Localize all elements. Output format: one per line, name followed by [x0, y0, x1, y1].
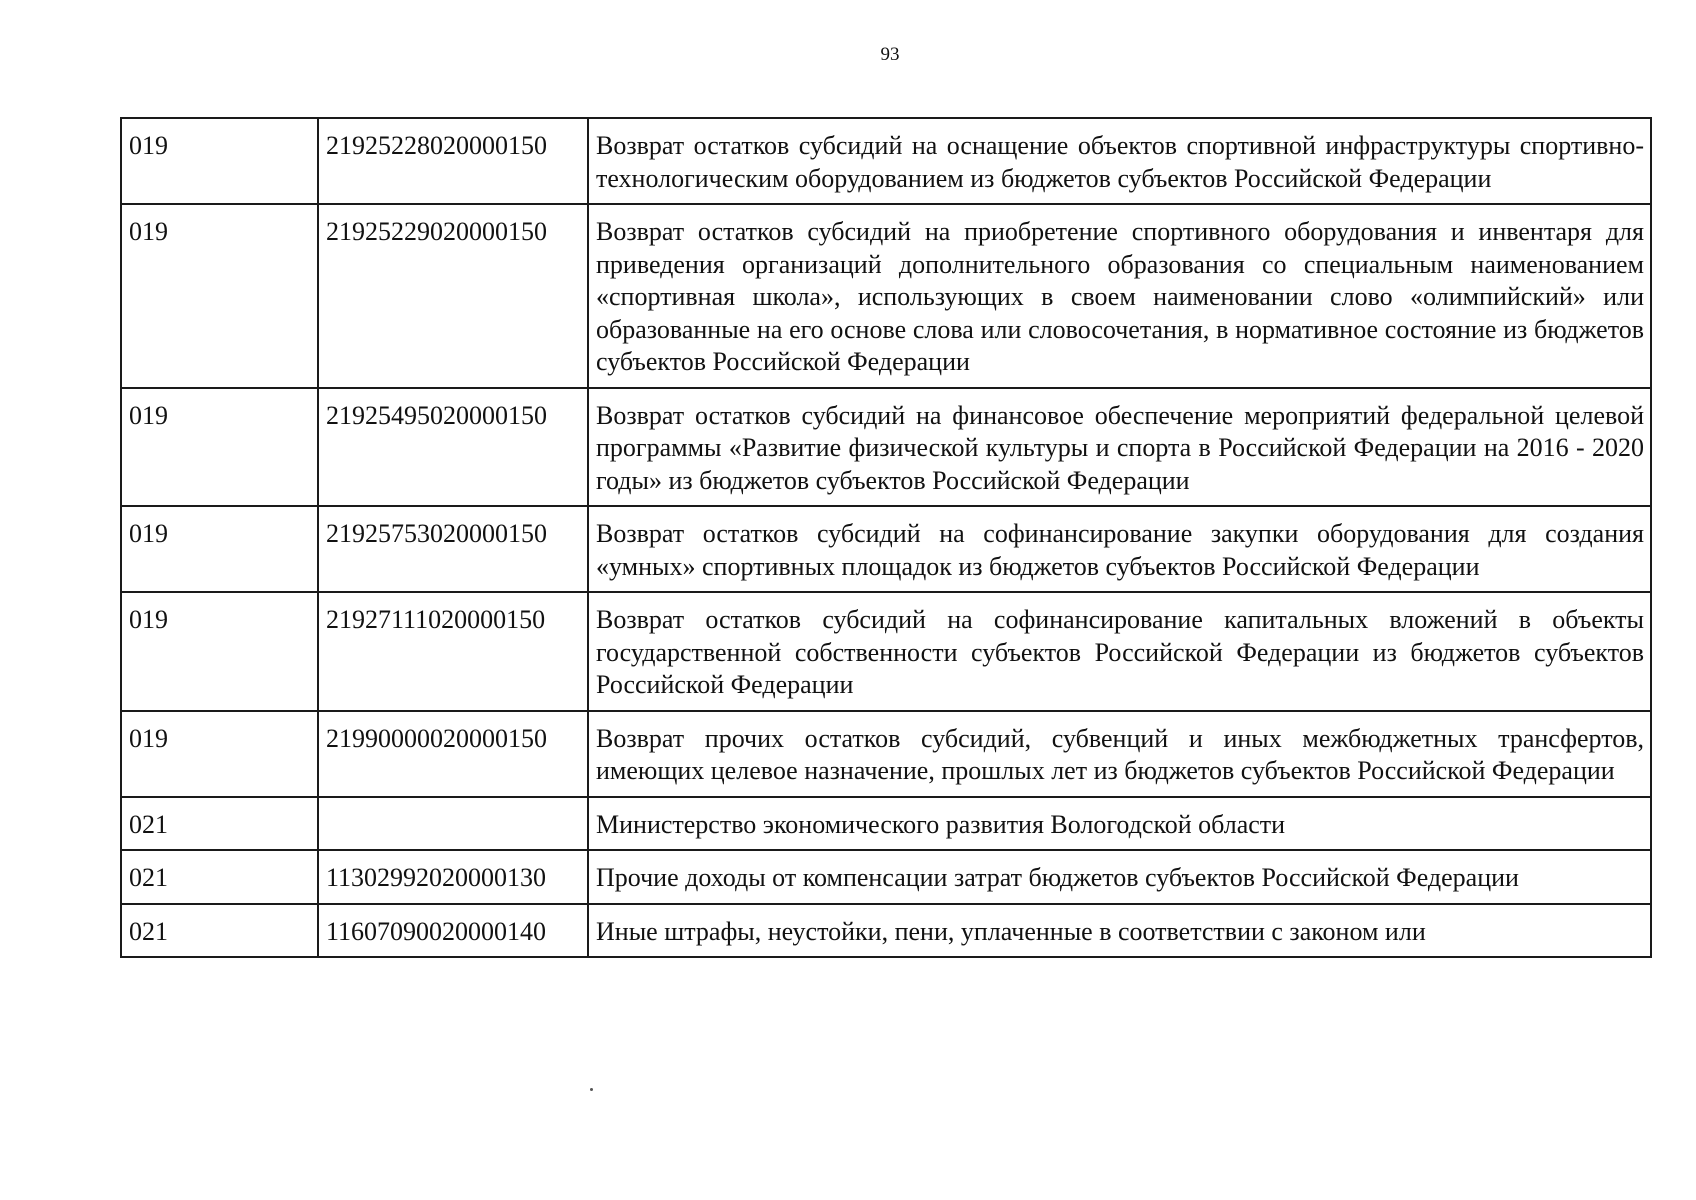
table-row [121, 506, 1651, 592]
admin-code-cell: 021 [121, 797, 318, 851]
table-row [121, 592, 1651, 711]
budget-codes-table [120, 117, 1652, 958]
budget-code-cell [318, 797, 588, 851]
admin-code-cell: 021 [121, 850, 318, 904]
scan-mark [590, 1088, 593, 1091]
budget-code-cell: 11607090020000140 [318, 904, 588, 957]
budget-code-cell: 21925495020000150 [318, 388, 588, 507]
table-row [121, 797, 1651, 851]
admin-code-cell: 021 [121, 904, 318, 957]
admin-code-cell: 019 [121, 506, 318, 592]
description-cell: Иные штрафы, неустойки, пени, уплаченные в соответствии с законом или [588, 904, 1651, 957]
description-cell: Возврат остатков субсидий на софинансирование закупки оборудования для создания «умных» спортивных площадок из бюджетов субъектов Российской Федерации [588, 506, 1651, 592]
admin-code-cell: 019 [121, 118, 318, 204]
page-number: 93 [880, 44, 900, 65]
description-cell: Возврат остатков субсидий на оснащение объектов спортивной инфраструктуры спортивно-технологическим оборудованием из бюджетов субъектов Российской Федерации [588, 118, 1651, 204]
admin-code-cell: 019 [121, 388, 318, 507]
description-cell: Возврат остатков субсидий на приобретение спортивного оборудования и инвентаря для приведения организаций дополнительного образования со специальным наименованием «спортивная школа», использующих в своем наименовании слово «олимпийский» или образованные на его основе слова или словосочетания, в нормативное состояние из бюджетов субъектов Российской Федерации [588, 204, 1651, 388]
description-cell: Прочие доходы от компенсации затрат бюджетов субъектов Российской Федерации [588, 850, 1651, 904]
description-cell: Возврат остатков субсидий на софинансирование капитальных вложений в объекты государственной собственности субъектов Российской Федерации из бюджетов субъектов Российской Федерации [588, 592, 1651, 711]
admin-code-cell: 019 [121, 204, 318, 388]
budget-code-cell: 21927111020000150 [318, 592, 588, 711]
table-row [121, 388, 1651, 507]
budget-code-cell: 21925228020000150 [318, 118, 588, 204]
table-row [121, 904, 1651, 957]
table-row [121, 711, 1651, 797]
description-cell: Возврат остатков субсидий на финансовое обеспечение мероприятий федеральной целевой программы «Развитие физической культуры и спорта в Российской Федерации на 2016 - 2020 годы» из бюджетов субъектов Российской Федерации [588, 388, 1651, 507]
budget-code-cell: 21990000020000150 [318, 711, 588, 797]
budget-code-cell: 21925753020000150 [318, 506, 588, 592]
budget-code-cell: 11302992020000130 [318, 850, 588, 904]
table-row [121, 850, 1651, 904]
admin-code-cell: 019 [121, 711, 318, 797]
table-row [121, 204, 1651, 388]
admin-code-cell: 019 [121, 592, 318, 711]
table-row [121, 118, 1651, 204]
description-cell: Возврат прочих остатков субсидий, субвенций и иных межбюджетных трансфертов, имеющих целевое назначение, прошлых лет из бюджетов субъектов Российской Федерации [588, 711, 1651, 797]
description-cell: Министерство экономического развития Вологодской области [588, 797, 1651, 851]
budget-code-cell: 21925229020000150 [318, 204, 588, 388]
